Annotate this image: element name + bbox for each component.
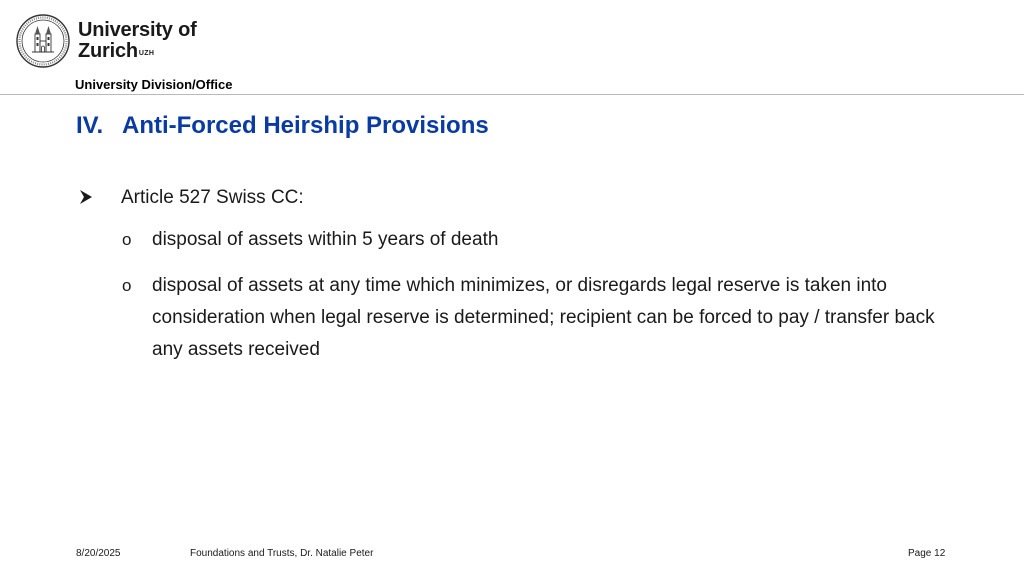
slide-title (76, 112, 489, 140)
logo-line-2 (78, 41, 197, 62)
sub-bullet-text: disposal of assets within 5 years of death (152, 229, 499, 250)
title-text: Anti-Forced Heirship Provisions (122, 112, 489, 139)
circle-bullet-icon: o (122, 276, 132, 295)
sub-bullet-text: disposal of assets at any time which minimizes, or disregards legal reserve is taken into consideration when legal reserve is determined; recipient can be forced to pay / transfer back any assets received (152, 275, 935, 360)
division-label: University Division/Office (75, 77, 233, 92)
section-number: IV. (76, 112, 104, 139)
university-seal-logo (16, 14, 70, 68)
logo-superscript: UZH (138, 50, 155, 57)
footer-date: 8/20/2025 (76, 548, 121, 559)
logo-zurich: Zurich (78, 40, 138, 62)
university-wordmark (78, 20, 197, 62)
bullet-text: Article 527 Swiss CC: (121, 187, 304, 208)
footer-presentation-info: Foundations and Trusts, Dr. Natalie Peter (190, 548, 374, 559)
arrowhead-bullet-icon (78, 189, 94, 205)
footer-page-number: Page 12 (908, 548, 946, 559)
logo-line-1: University of (78, 19, 197, 41)
header-divider (0, 94, 1024, 95)
circle-bullet-icon: o (122, 230, 132, 249)
